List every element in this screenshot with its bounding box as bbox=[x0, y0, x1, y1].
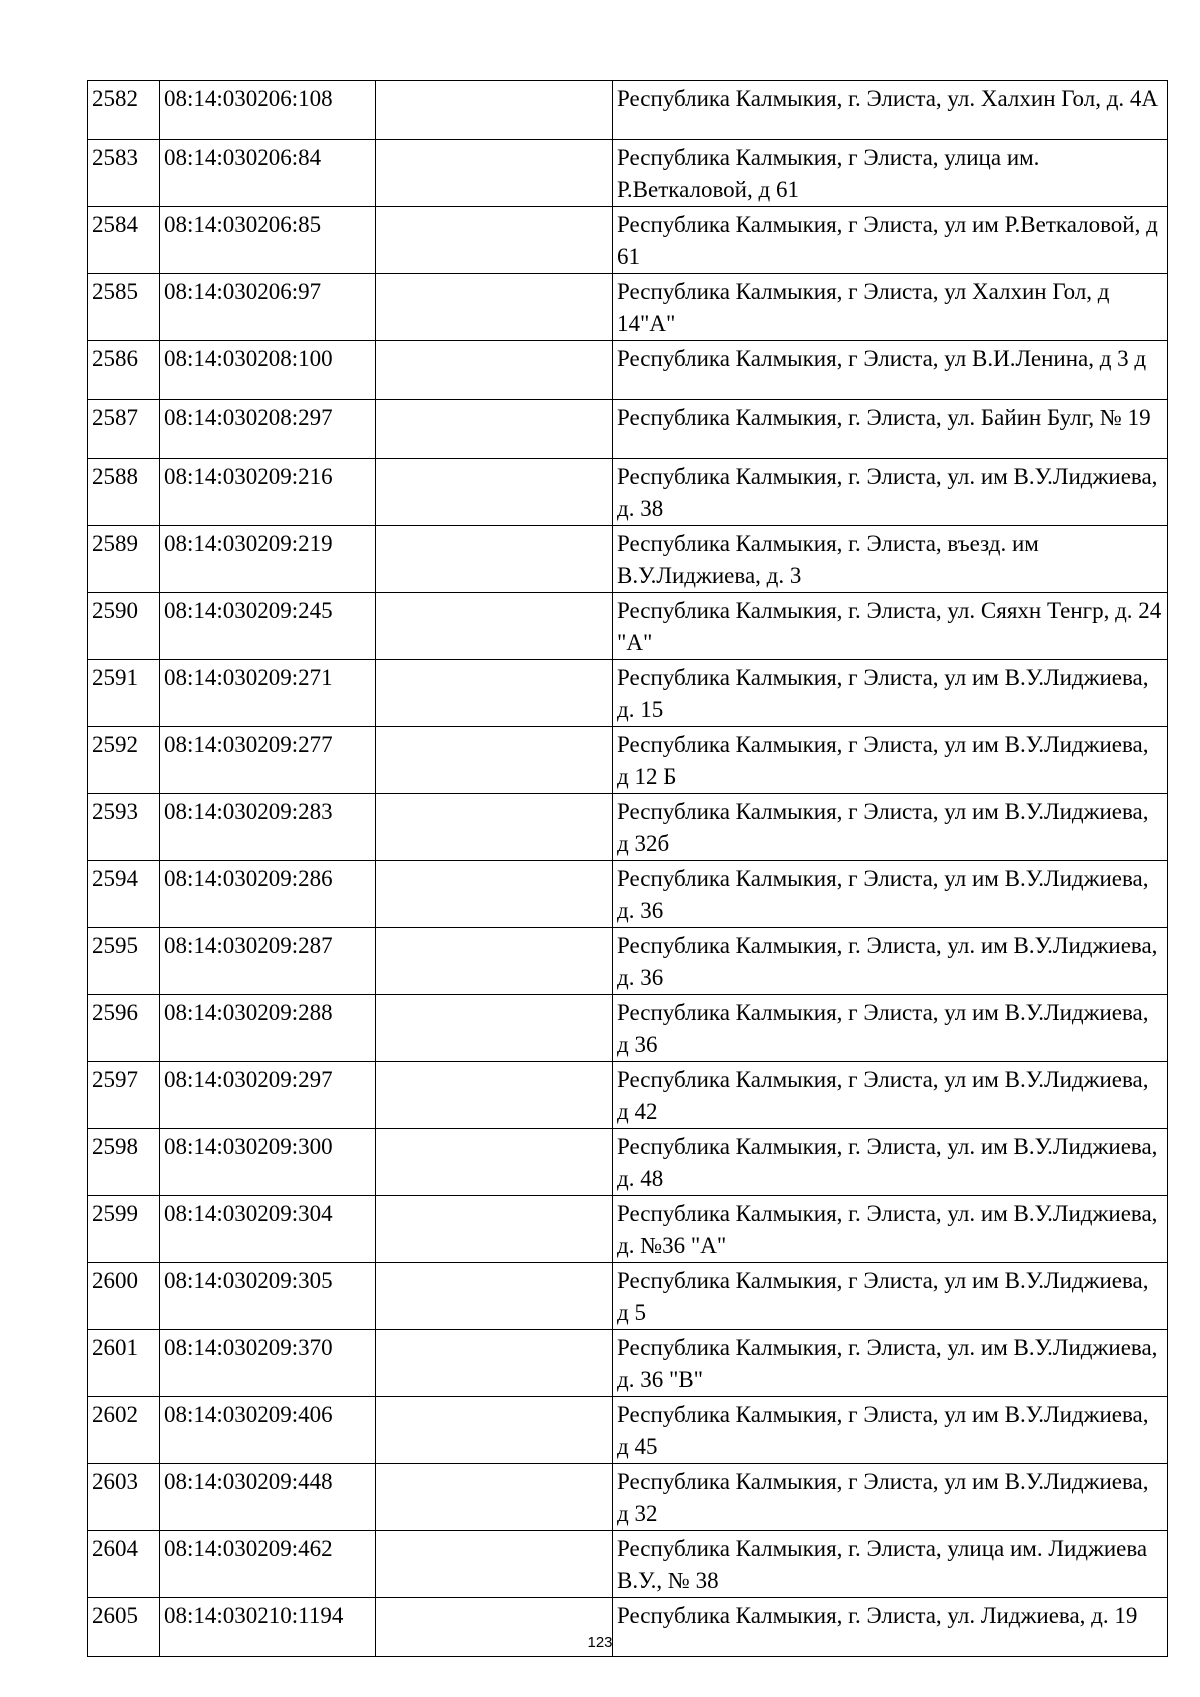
table-row bbox=[88, 995, 1168, 1062]
table-row bbox=[88, 81, 1168, 140]
table-row bbox=[88, 526, 1168, 593]
empty-cell bbox=[376, 928, 613, 995]
cadastral-number-cell: 08:14:030209:271 bbox=[160, 660, 376, 727]
cadastral-number-cell: 08:14:030206:97 bbox=[160, 274, 376, 341]
empty-cell bbox=[376, 660, 613, 727]
row-number-cell: 2596 bbox=[88, 995, 160, 1062]
empty-cell bbox=[376, 140, 613, 207]
address-cell: Республика Калмыкия, г Элиста, улица им. Р.Веткаловой, д 61 bbox=[613, 140, 1168, 207]
cadastral-number-cell: 08:14:030209:283 bbox=[160, 794, 376, 861]
address-cell: Республика Калмыкия, г. Элиста, ул. Байин Булг, № 19 bbox=[613, 400, 1168, 459]
cadastral-number-cell: 08:14:030206:108 bbox=[160, 81, 376, 140]
empty-cell bbox=[376, 341, 613, 400]
address-cell: Республика Калмыкия, г Элиста, ул им В.У.Лиджиева, д 32б bbox=[613, 794, 1168, 861]
row-number-cell: 2597 bbox=[88, 1062, 160, 1129]
empty-cell bbox=[376, 861, 613, 928]
table-row bbox=[88, 274, 1168, 341]
empty-cell bbox=[376, 1397, 613, 1464]
property-table-body bbox=[88, 81, 1168, 1657]
row-number-cell: 2605 bbox=[88, 1598, 160, 1657]
table-row bbox=[88, 593, 1168, 660]
table-row bbox=[88, 1129, 1168, 1196]
row-number-cell: 2598 bbox=[88, 1129, 160, 1196]
empty-cell bbox=[376, 459, 613, 526]
cadastral-number-cell: 08:14:030206:84 bbox=[160, 140, 376, 207]
table-row bbox=[88, 660, 1168, 727]
table-row bbox=[88, 1062, 1168, 1129]
cadastral-number-cell: 08:14:030209:288 bbox=[160, 995, 376, 1062]
row-number-cell: 2584 bbox=[88, 207, 160, 274]
empty-cell bbox=[376, 274, 613, 341]
row-number-cell: 2589 bbox=[88, 526, 160, 593]
row-number-cell: 2602 bbox=[88, 1397, 160, 1464]
table-row bbox=[88, 727, 1168, 794]
address-cell: Республика Калмыкия, г Элиста, ул им В.У.Лиджиева, д 36 bbox=[613, 995, 1168, 1062]
empty-cell bbox=[376, 1330, 613, 1397]
table-row bbox=[88, 400, 1168, 459]
address-cell: Республика Калмыкия, г. Элиста, ул. им В.У.Лиджиева, д. 36 "В" bbox=[613, 1330, 1168, 1397]
table-row bbox=[88, 1464, 1168, 1531]
table-row bbox=[88, 207, 1168, 274]
row-number-cell: 2601 bbox=[88, 1330, 160, 1397]
empty-cell bbox=[376, 526, 613, 593]
empty-cell bbox=[376, 207, 613, 274]
address-cell: Республика Калмыкия, г. Элиста, ул. им В.У.Лиджиева, д. 48 bbox=[613, 1129, 1168, 1196]
cadastral-number-cell: 08:14:030208:100 bbox=[160, 341, 376, 400]
row-number-cell: 2600 bbox=[88, 1263, 160, 1330]
row-number-cell: 2582 bbox=[88, 81, 160, 140]
row-number-cell: 2592 bbox=[88, 727, 160, 794]
empty-cell bbox=[376, 400, 613, 459]
cadastral-number-cell: 08:14:030209:448 bbox=[160, 1464, 376, 1531]
empty-cell bbox=[376, 1129, 613, 1196]
address-cell: Республика Калмыкия, г. Элиста, ул. Сяяхн Тенгр, д. 24 "А" bbox=[613, 593, 1168, 660]
cadastral-number-cell: 08:14:030209:300 bbox=[160, 1129, 376, 1196]
address-cell: Республика Калмыкия, г. Элиста, ул. Лиджиева, д. 19 bbox=[613, 1598, 1168, 1657]
row-number-cell: 2587 bbox=[88, 400, 160, 459]
empty-cell bbox=[376, 1062, 613, 1129]
cadastral-number-cell: 08:14:030206:85 bbox=[160, 207, 376, 274]
address-cell: Республика Калмыкия, г Элиста, ул им В.У.Лиджиева, д 5 bbox=[613, 1263, 1168, 1330]
empty-cell bbox=[376, 1464, 613, 1531]
table-row bbox=[88, 140, 1168, 207]
cadastral-number-cell: 08:14:030209:286 bbox=[160, 861, 376, 928]
empty-cell bbox=[376, 794, 613, 861]
row-number-cell: 2593 bbox=[88, 794, 160, 861]
address-cell: Республика Калмыкия, г. Элиста, въезд. им В.У.Лиджиева, д. 3 bbox=[613, 526, 1168, 593]
table-row bbox=[88, 1263, 1168, 1330]
address-cell: Республика Калмыкия, г Элиста, ул им В.У.Лиджиева, д 45 bbox=[613, 1397, 1168, 1464]
page-number: 123 bbox=[587, 1634, 613, 1651]
row-number-cell: 2595 bbox=[88, 928, 160, 995]
cadastral-number-cell: 08:14:030209:216 bbox=[160, 459, 376, 526]
cadastral-number-cell: 08:14:030208:297 bbox=[160, 400, 376, 459]
address-cell: Республика Калмыкия, г Элиста, ул им В.У.Лиджиева, д. 15 bbox=[613, 660, 1168, 727]
row-number-cell: 2599 bbox=[88, 1196, 160, 1263]
table-row bbox=[88, 341, 1168, 400]
empty-cell bbox=[376, 1531, 613, 1598]
cadastral-number-cell: 08:14:030209:287 bbox=[160, 928, 376, 995]
row-number-cell: 2603 bbox=[88, 1464, 160, 1531]
cadastral-number-cell: 08:14:030209:219 bbox=[160, 526, 376, 593]
cadastral-number-cell: 08:14:030209:370 bbox=[160, 1330, 376, 1397]
address-cell: Республика Калмыкия, г Элиста, ул Халхин Гол, д 14"А" bbox=[613, 274, 1168, 341]
address-cell: Республика Калмыкия, г. Элиста, улица им. Лиджиева В.У., № 38 bbox=[613, 1531, 1168, 1598]
cadastral-number-cell: 08:14:030209:304 bbox=[160, 1196, 376, 1263]
table-row bbox=[88, 928, 1168, 995]
table-row bbox=[88, 1531, 1168, 1598]
row-number-cell: 2585 bbox=[88, 274, 160, 341]
cadastral-number-cell: 08:14:030209:297 bbox=[160, 1062, 376, 1129]
cadastral-number-cell: 08:14:030209:406 bbox=[160, 1397, 376, 1464]
address-cell: Республика Калмыкия, г. Элиста, ул. Халхин Гол, д. 4А bbox=[613, 81, 1168, 140]
table-row bbox=[88, 1397, 1168, 1464]
table-row bbox=[88, 794, 1168, 861]
address-cell: Республика Калмыкия, г Элиста, ул им В.У.Лиджиева, д 42 bbox=[613, 1062, 1168, 1129]
row-number-cell: 2583 bbox=[88, 140, 160, 207]
empty-cell bbox=[376, 995, 613, 1062]
property-table bbox=[87, 80, 1168, 1657]
empty-cell bbox=[376, 81, 613, 140]
row-number-cell: 2604 bbox=[88, 1531, 160, 1598]
row-number-cell: 2591 bbox=[88, 660, 160, 727]
address-cell: Республика Калмыкия, г Элиста, ул им В.У.Лиджиева, д 32 bbox=[613, 1464, 1168, 1531]
address-cell: Республика Калмыкия, г Элиста, ул им В.У.Лиджиева, д. 36 bbox=[613, 861, 1168, 928]
row-number-cell: 2590 bbox=[88, 593, 160, 660]
address-cell: Республика Калмыкия, г Элиста, ул В.И.Ленина, д 3 д bbox=[613, 341, 1168, 400]
table-row bbox=[88, 1330, 1168, 1397]
address-cell: Республика Калмыкия, г Элиста, ул им В.У.Лиджиева, д 12 Б bbox=[613, 727, 1168, 794]
cadastral-number-cell: 08:14:030209:462 bbox=[160, 1531, 376, 1598]
table-row bbox=[88, 861, 1168, 928]
empty-cell bbox=[376, 727, 613, 794]
table-row bbox=[88, 1196, 1168, 1263]
row-number-cell: 2586 bbox=[88, 341, 160, 400]
table-row bbox=[88, 459, 1168, 526]
empty-cell bbox=[376, 1196, 613, 1263]
address-cell: Республика Калмыкия, г. Элиста, ул. им В.У.Лиджиева, д. 38 bbox=[613, 459, 1168, 526]
address-cell: Республика Калмыкия, г. Элиста, ул. им В.У.Лиджиева, д. 36 bbox=[613, 928, 1168, 995]
row-number-cell: 2594 bbox=[88, 861, 160, 928]
address-cell: Республика Калмыкия, г Элиста, ул им Р.Веткаловой, д 61 bbox=[613, 207, 1168, 274]
row-number-cell: 2588 bbox=[88, 459, 160, 526]
empty-cell bbox=[376, 1263, 613, 1330]
cadastral-number-cell: 08:14:030209:305 bbox=[160, 1263, 376, 1330]
address-cell: Республика Калмыкия, г. Элиста, ул. им В.У.Лиджиева, д. №36 "А" bbox=[613, 1196, 1168, 1263]
cadastral-number-cell: 08:14:030209:277 bbox=[160, 727, 376, 794]
cadastral-number-cell: 08:14:030210:1194 bbox=[160, 1598, 376, 1657]
cadastral-number-cell: 08:14:030209:245 bbox=[160, 593, 376, 660]
empty-cell bbox=[376, 593, 613, 660]
